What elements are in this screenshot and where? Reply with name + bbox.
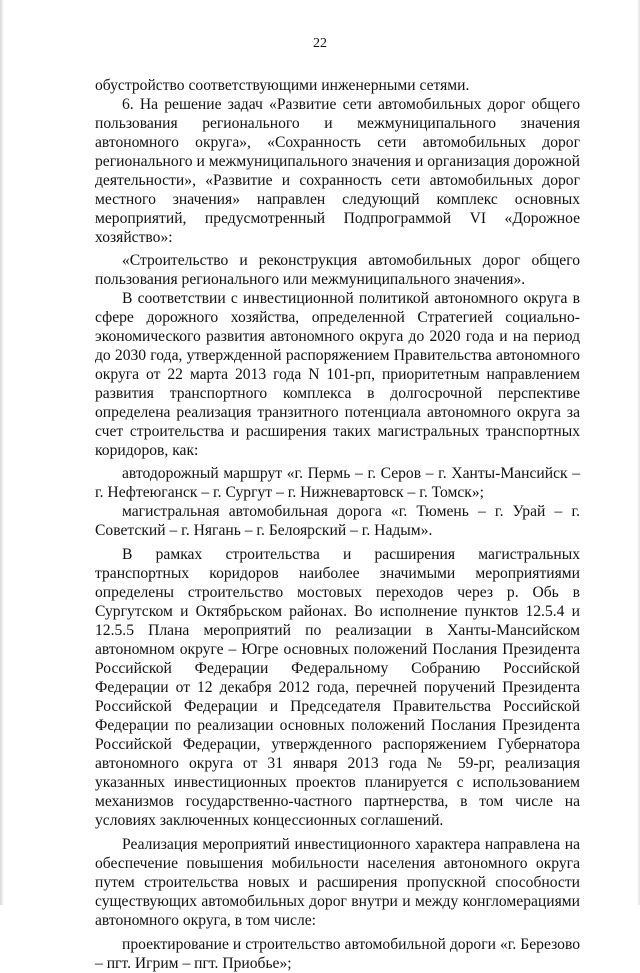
paragraph-1: обустройство соответствующими инженерными сетями.	[95, 77, 470, 94]
paragraph-5: автодорожный маршрут «г. Пермь – г. Серов – г. Ханты-Мансийск – г. Нефтеюганск – г. Сургут – г. Нижневартовск – г. Томск»;	[95, 465, 580, 501]
document-body	[95, 76, 580, 973]
paragraph-9: проектирование и строительство автомобильной дороги «г. Березово – пгт. Игрим – пгт. Приобье»;	[95, 936, 580, 972]
paragraph-3: «Строительство и реконструкция автомобильных дорог общего пользования регионального или межмуниципального значения».	[95, 252, 580, 288]
scan-edge-left	[0, 0, 4, 905]
paragraph-4: В соответствии с инвестиционной политикой автономного округа в сфере дорожного хозяйства, определенной Стратегией социально-экономического развития автономного округа до 2020 года и на период до 2030 года, утвержденной распоряжением Правительства автономного округа от 22 марта 2013 года N 101-рп, приоритетным направлением развития транспортного комплекса в долгосрочной перспективе определена реализация транзитного потенциала автономного округа за счет строительства и расширения таких магистральных транспортных коридоров, как:	[95, 290, 580, 459]
paragraph-7: В рамках строительства и расширения магистральных транспортных коридоров наиболее значимыми мероприятиями определены строительство мостовых переходов через р. Обь в Сургутском и Октябрьском районах. Во исполнение пунктов 12.5.4 и 12.5.5 Плана мероприятий по реализации в Ханты-Мансийском автономном округе – Югре основных положений Послания Президента Российской Федерации Федеральному Собранию Российской Федерации от 12 декабря 2012 года, перечней поручений Президента Российской Федерации и Председателя Правительства Российской Федерации по реализации основных положений Послания Президента Российской Федерации, утвержденного распоряжением Губернатора автономного округа от 31 января 2013 года № 59-рг, реализация указанных инвестиционных проектов планируется с использованием механизмов государственно-частного партнерства, в том числе на условиях заключенных концессионных соглашений.	[95, 546, 580, 829]
paragraph-2: 6. На решение задач «Развитие сети автомобильных дорог общего пользования регионального и межмуниципального значения автономного округа», «Сохранность сети автомобильных дорог регионального и межмуниципального значения и организация дорожной деятельности», «Развитие и сохранность сети автомобильных дорог местного значения» направлен следующий комплекс основных мероприятий, предусмотренный Подпрограммой VI «Дорожное хозяйство»:	[95, 96, 580, 246]
page-number: 22	[313, 36, 327, 51]
paragraph-6: магистральная автомобильная дорога «г. Тюмень – г. Урай – г. Советский – г. Нягань – г. Белоярский – г. Надым».	[95, 503, 580, 539]
paragraph-8: Реализация мероприятий инвестиционного характера направлена на обеспечение повышения мобильности населения автономного округа путем строительства новых и расширения пропускной способности существующих автомобильных дорог внутри и между конгломерациями автономного округа, в том числе:	[95, 836, 580, 929]
